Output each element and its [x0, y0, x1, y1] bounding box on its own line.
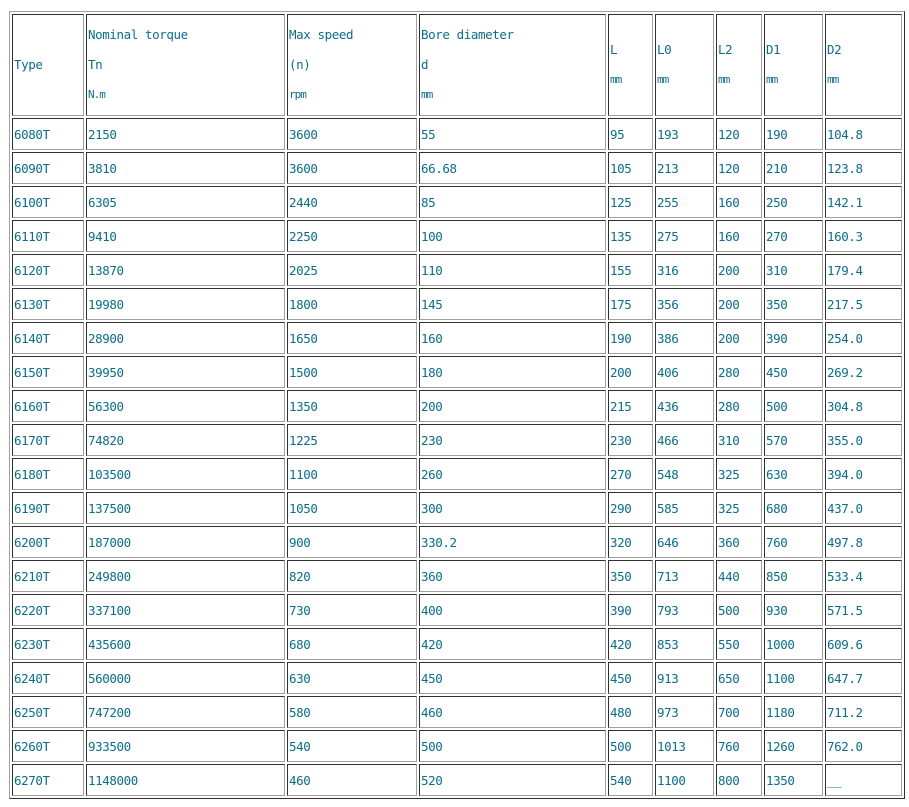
header-d1 [764, 14, 823, 116]
cell-type: 6180T [12, 458, 84, 490]
cell-nominal-torque: 56300 [86, 390, 285, 422]
cell-d1: 450 [764, 356, 823, 388]
cell-d2: 269.2 [825, 356, 902, 388]
cell-max-speed: 1500 [287, 356, 417, 388]
cell-l0: 316 [655, 254, 714, 286]
cell-l2: 760 [716, 730, 762, 762]
cell-type: 6090T [12, 152, 84, 184]
cell-l0: 853 [655, 628, 714, 660]
cell-nominal-torque: 6305 [86, 186, 285, 218]
cell-l2: 160 [716, 220, 762, 252]
cell-type: 6240T [12, 662, 84, 694]
cell-bore-diameter: 160 [419, 322, 606, 354]
cell-d1: 1000 [764, 628, 823, 660]
cell-nominal-torque: 337100 [86, 594, 285, 626]
cell-type: 6210T [12, 560, 84, 592]
cell-l: 320 [608, 526, 653, 558]
cell-l: 270 [608, 458, 653, 490]
table-row [12, 696, 902, 728]
cell-l2: 200 [716, 288, 762, 320]
table-row [12, 322, 902, 354]
cell-l: 230 [608, 424, 653, 456]
cell-d1: 210 [764, 152, 823, 184]
cell-l: 95 [608, 118, 653, 150]
cell-l2: 120 [716, 118, 762, 150]
cell-l0: 275 [655, 220, 714, 252]
header-unit: mm [421, 88, 433, 101]
header-bore-diameter [419, 14, 606, 116]
cell-bore-diameter: 400 [419, 594, 606, 626]
cell-bore-diameter: 85 [419, 186, 606, 218]
cell-type: 6250T [12, 696, 84, 728]
cell-bore-diameter: 55 [419, 118, 606, 150]
cell-type: 6160T [12, 390, 84, 422]
cell-bore-diameter: 180 [419, 356, 606, 388]
table-row [12, 764, 902, 796]
cell-nominal-torque: 28900 [86, 322, 285, 354]
cell-l: 215 [608, 390, 653, 422]
cell-l0: 193 [655, 118, 714, 150]
table-row [12, 526, 902, 558]
cell-d2: 437.0 [825, 492, 902, 524]
spec-table-container [9, 11, 905, 799]
cell-bore-diameter: 110 [419, 254, 606, 286]
cell-l2: 800 [716, 764, 762, 796]
table-row [12, 730, 902, 762]
cell-max-speed: 2440 [287, 186, 417, 218]
cell-l0: 356 [655, 288, 714, 320]
cell-l0: 713 [655, 560, 714, 592]
cell-d1: 1100 [764, 662, 823, 694]
cell-l: 155 [608, 254, 653, 286]
cell-d1: 350 [764, 288, 823, 320]
table-row [12, 220, 902, 252]
cell-bore-diameter: 100 [419, 220, 606, 252]
cell-l2: 200 [716, 322, 762, 354]
cell-l: 540 [608, 764, 653, 796]
table-row [12, 356, 902, 388]
cell-type: 6100T [12, 186, 84, 218]
cell-l: 290 [608, 492, 653, 524]
cell-max-speed: 1650 [287, 322, 417, 354]
cell-l: 135 [608, 220, 653, 252]
cell-l2: 500 [716, 594, 762, 626]
cell-d2: 497.8 [825, 526, 902, 558]
cell-nominal-torque: 560000 [86, 662, 285, 694]
cell-l2: 360 [716, 526, 762, 558]
cell-l0: 793 [655, 594, 714, 626]
cell-max-speed: 680 [287, 628, 417, 660]
cell-d1: 680 [764, 492, 823, 524]
cell-bore-diameter: 450 [419, 662, 606, 694]
header-symbol: Tn [88, 57, 103, 72]
cell-l0: 973 [655, 696, 714, 728]
cell-l0: 646 [655, 526, 714, 558]
cell-d1: 190 [764, 118, 823, 150]
cell-type: 6270T [12, 764, 84, 796]
cell-d2: 217.5 [825, 288, 902, 320]
cell-bore-diameter: 460 [419, 696, 606, 728]
cell-d1: 1260 [764, 730, 823, 762]
cell-type: 6120T [12, 254, 84, 286]
cell-d2: 355.0 [825, 424, 902, 456]
cell-max-speed: 820 [287, 560, 417, 592]
table-row [12, 288, 902, 320]
cell-l2: 325 [716, 458, 762, 490]
cell-l2: 160 [716, 186, 762, 218]
cell-bore-diameter: 300 [419, 492, 606, 524]
header-type-label: Type [14, 57, 43, 72]
header-label: D1 [766, 42, 781, 57]
cell-l2: 440 [716, 560, 762, 592]
header-unit: mm [610, 73, 622, 86]
cell-max-speed: 900 [287, 526, 417, 558]
cell-type: 6080T [12, 118, 84, 150]
cell-d1: 250 [764, 186, 823, 218]
cell-l: 480 [608, 696, 653, 728]
header-unit: rpm [289, 88, 306, 101]
header-row [12, 14, 902, 116]
header-symbol: d [421, 57, 429, 72]
cell-nominal-torque: 19980 [86, 288, 285, 320]
cell-l: 390 [608, 594, 653, 626]
cell-d2: 254.0 [825, 322, 902, 354]
cell-bore-diameter: 520 [419, 764, 606, 796]
cell-nominal-torque: 74820 [86, 424, 285, 456]
cell-max-speed: 1225 [287, 424, 417, 456]
header-unit: N.m [88, 88, 105, 101]
cell-l2: 280 [716, 390, 762, 422]
cell-nominal-torque: 103500 [86, 458, 285, 490]
cell-max-speed: 3600 [287, 118, 417, 150]
cell-max-speed: 1350 [287, 390, 417, 422]
cell-nominal-torque: 1148000 [86, 764, 285, 796]
cell-bore-diameter: 145 [419, 288, 606, 320]
cell-l2: 280 [716, 356, 762, 388]
header-l0 [655, 14, 714, 116]
cell-d1: 930 [764, 594, 823, 626]
cell-type: 6170T [12, 424, 84, 456]
cell-type: 6260T [12, 730, 84, 762]
cell-max-speed: 460 [287, 764, 417, 796]
header-label: D2 [827, 42, 842, 57]
cell-bore-diameter: 230 [419, 424, 606, 456]
cell-l0: 548 [655, 458, 714, 490]
cell-bore-diameter: 66.68 [419, 152, 606, 184]
cell-l0: 585 [655, 492, 714, 524]
cell-d2: 609.6 [825, 628, 902, 660]
cell-d2: 104.8 [825, 118, 902, 150]
header-label: L2 [718, 42, 733, 57]
header-label: L0 [657, 42, 672, 57]
cell-nominal-torque: 2150 [86, 118, 285, 150]
table-row [12, 628, 902, 660]
table-row [12, 254, 902, 286]
cell-l: 350 [608, 560, 653, 592]
cell-d2: 123.8 [825, 152, 902, 184]
header-symbol: (n) [289, 57, 311, 72]
cell-bore-diameter: 420 [419, 628, 606, 660]
cell-d2: 142.1 [825, 186, 902, 218]
cell-d2: 304.8 [825, 390, 902, 422]
cell-d1: 1350 [764, 764, 823, 796]
coupling-spec-table [9, 11, 905, 799]
cell-d2: __ [825, 764, 902, 796]
cell-max-speed: 730 [287, 594, 417, 626]
cell-d2: 394.0 [825, 458, 902, 490]
cell-l2: 120 [716, 152, 762, 184]
header-unit: mm [827, 73, 839, 86]
cell-max-speed: 2250 [287, 220, 417, 252]
cell-nominal-torque: 435600 [86, 628, 285, 660]
cell-l: 500 [608, 730, 653, 762]
cell-nominal-torque: 9410 [86, 220, 285, 252]
cell-l: 450 [608, 662, 653, 694]
table-row [12, 560, 902, 592]
cell-l2: 325 [716, 492, 762, 524]
cell-l0: 213 [655, 152, 714, 184]
header-unit: mm [657, 73, 669, 86]
table-row [12, 424, 902, 456]
cell-max-speed: 1050 [287, 492, 417, 524]
table-row [12, 152, 902, 184]
cell-nominal-torque: 39950 [86, 356, 285, 388]
cell-d2: 160.3 [825, 220, 902, 252]
cell-l: 175 [608, 288, 653, 320]
cell-bore-diameter: 330.2 [419, 526, 606, 558]
cell-type: 6110T [12, 220, 84, 252]
cell-d2: 571.5 [825, 594, 902, 626]
header-label: L [610, 42, 618, 57]
cell-type: 6220T [12, 594, 84, 626]
table-row [12, 118, 902, 150]
header-unit: mm [766, 73, 778, 86]
cell-l0: 386 [655, 322, 714, 354]
header-nominal-torque [86, 14, 285, 116]
cell-nominal-torque: 747200 [86, 696, 285, 728]
cell-max-speed: 2025 [287, 254, 417, 286]
header-l2 [716, 14, 762, 116]
header-l [608, 14, 653, 116]
header-label: Bore diameter [421, 27, 514, 42]
cell-l: 190 [608, 322, 653, 354]
cell-d1: 310 [764, 254, 823, 286]
cell-d1: 570 [764, 424, 823, 456]
table-row [12, 186, 902, 218]
cell-l0: 436 [655, 390, 714, 422]
header-max-speed [287, 14, 417, 116]
header-label: Nominal torque [88, 27, 188, 42]
table-row [12, 458, 902, 490]
cell-d1: 390 [764, 322, 823, 354]
table-row [12, 594, 902, 626]
cell-nominal-torque: 249800 [86, 560, 285, 592]
cell-d2: 179.4 [825, 254, 902, 286]
cell-bore-diameter: 500 [419, 730, 606, 762]
cell-bore-diameter: 200 [419, 390, 606, 422]
cell-bore-diameter: 360 [419, 560, 606, 592]
header-unit: mm [718, 73, 730, 86]
cell-l: 125 [608, 186, 653, 218]
cell-l2: 650 [716, 662, 762, 694]
cell-d2: 762.0 [825, 730, 902, 762]
cell-max-speed: 580 [287, 696, 417, 728]
cell-l2: 200 [716, 254, 762, 286]
cell-d1: 500 [764, 390, 823, 422]
cell-type: 6150T [12, 356, 84, 388]
cell-type: 6190T [12, 492, 84, 524]
cell-l2: 310 [716, 424, 762, 456]
cell-max-speed: 1100 [287, 458, 417, 490]
cell-d1: 270 [764, 220, 823, 252]
header-d2 [825, 14, 902, 116]
cell-d1: 630 [764, 458, 823, 490]
cell-max-speed: 1800 [287, 288, 417, 320]
cell-l2: 700 [716, 696, 762, 728]
cell-l0: 466 [655, 424, 714, 456]
cell-max-speed: 540 [287, 730, 417, 762]
cell-nominal-torque: 13870 [86, 254, 285, 286]
cell-nominal-torque: 137500 [86, 492, 285, 524]
table-row [12, 390, 902, 422]
table-row [12, 492, 902, 524]
cell-max-speed: 630 [287, 662, 417, 694]
cell-d2: 533.4 [825, 560, 902, 592]
cell-l2: 550 [716, 628, 762, 660]
cell-l: 420 [608, 628, 653, 660]
cell-type: 6230T [12, 628, 84, 660]
cell-d1: 850 [764, 560, 823, 592]
cell-d1: 760 [764, 526, 823, 558]
header-label: Max speed [289, 27, 354, 42]
cell-d1: 1180 [764, 696, 823, 728]
cell-type: 6200T [12, 526, 84, 558]
cell-nominal-torque: 933500 [86, 730, 285, 762]
cell-l: 105 [608, 152, 653, 184]
cell-type: 6130T [12, 288, 84, 320]
cell-l0: 406 [655, 356, 714, 388]
table-row [12, 662, 902, 694]
cell-d2: 711.2 [825, 696, 902, 728]
cell-l: 200 [608, 356, 653, 388]
header-type [12, 14, 84, 116]
cell-nominal-torque: 3810 [86, 152, 285, 184]
cell-nominal-torque: 187000 [86, 526, 285, 558]
cell-type: 6140T [12, 322, 84, 354]
cell-max-speed: 3600 [287, 152, 417, 184]
cell-l0: 1100 [655, 764, 714, 796]
cell-l0: 255 [655, 186, 714, 218]
cell-l0: 1013 [655, 730, 714, 762]
cell-l0: 913 [655, 662, 714, 694]
cell-bore-diameter: 260 [419, 458, 606, 490]
cell-d2: 647.7 [825, 662, 902, 694]
